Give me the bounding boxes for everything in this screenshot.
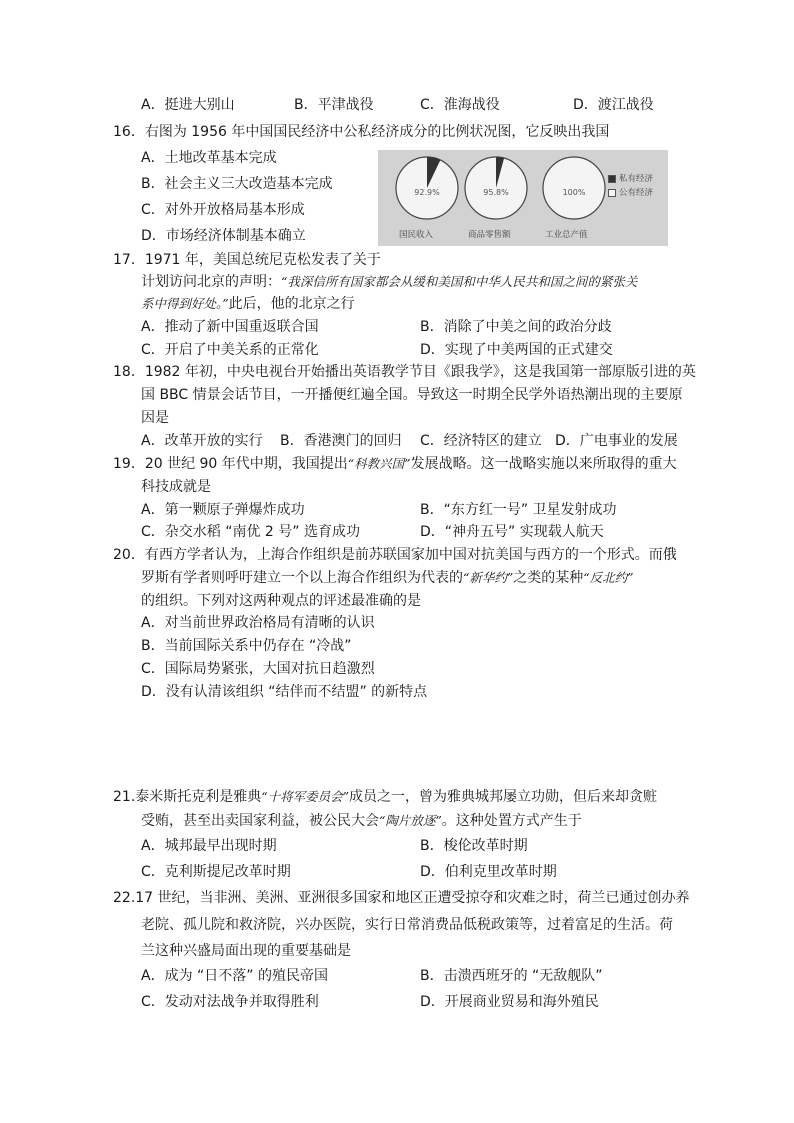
q22-stem-line2: 老院、孤儿院和救济院，兴办医院，实行日常消费品低税政策等，过着富足的生活。荷 — [141, 917, 673, 933]
q18-stem-line1: 18．1982 年初，中央电视台开始播出英语教学节目《跟我学》，这是我国第一部原版引进的英 — [113, 364, 696, 380]
q16-stem: 16．右图为 1956 年中国国民经济中公私经济成分的比例状况图，它反映出我国 — [113, 124, 610, 140]
q20-text-c: 之类的某种 — [513, 570, 584, 586]
q20-stem-line1: 20．有西方学者认为，上海合作组织是前苏联国家加中国对抗美国与西方的一个形式。而俄 — [113, 547, 677, 563]
q15-option-b: B．平津战役 — [294, 97, 374, 113]
q20-text-a: 罗斯有学者则呼吁建立一个以上海合作组织为代表的 — [141, 570, 463, 586]
q21-text-c: 成员之一，曾为雅典城邦屡立功勋，但后来却贪赃 — [349, 789, 658, 805]
q21-option-d: D．伯利克里改革时期 — [420, 864, 557, 880]
q16-option-a: A．土地改革基本完成 — [141, 150, 277, 166]
q21-text-f: 。这种处置方式产生于 — [441, 813, 582, 829]
q17-option-b: B．消除了中美之间的政治分歧 — [420, 319, 612, 335]
q20-option-c: C．国际局势紧张，大国对抗日趋激烈 — [141, 661, 375, 677]
q22-option-c: C．发动对法战争并取得胜利 — [141, 994, 319, 1010]
q16-option-d: D．市场经济体制基本确立 — [141, 228, 306, 244]
pie-legend — [608, 172, 653, 200]
q20-option-b: B．当前国际关系中仍存在 “冷战” — [141, 638, 352, 654]
q19-option-c: C．杂交水稻 “南优 2 号” 选育成功 — [141, 524, 360, 540]
q18-stem-line3: 因是 — [141, 410, 169, 426]
pie-1-value-label: 92.9% — [414, 188, 440, 197]
q20-stem-line2 — [141, 568, 634, 588]
q18-option-a: A．改革开放的实行 — [141, 433, 263, 449]
q17-line2-text: 计划访问北京的声明： — [141, 274, 281, 290]
q21-stem-line1 — [113, 787, 657, 807]
q16-option-b: B．社会主义三大改造基本完成 — [141, 176, 333, 192]
legend-swatch-public — [608, 189, 616, 197]
q15-option-c: C．淮海战役 — [420, 97, 500, 113]
q20-option-a: A．对当前世界政治格局有清晰的认识 — [141, 615, 375, 631]
q21-quote-2: “陶片放逐” — [379, 813, 442, 828]
q21-option-c: C．克利斯提尼改革时期 — [141, 864, 291, 880]
q17-stem-line3 — [141, 294, 355, 314]
pie-2-value-label: 95.8% — [483, 188, 509, 197]
q18-option-c: C．经济特区的建立 — [420, 433, 542, 449]
q17-quote: “我深信所有国家都会从缓和美国和中华人民共和国之间的紧张关 — [281, 274, 638, 289]
q19-option-b: B．“东方红一号” 卫星发射成功 — [420, 502, 617, 518]
q21-text-a: 21.泰米斯托克利是雅典 — [113, 789, 262, 805]
economy-pie-chart-figure — [378, 150, 668, 246]
q20-quote-1: “新华约” — [463, 570, 514, 585]
q20-quote-2: “反北约” — [583, 570, 634, 585]
q22-stem-line1: 22.17 世纪，当非洲、美洲、亚洲很多国家和地区正遭受掠夺和灾难之时，荷兰已通过创办养 — [113, 890, 690, 906]
q17-line3-text: 此后，他的北京之行 — [228, 296, 355, 312]
legend-private: 私有经济 — [619, 174, 654, 184]
q20-option-d: D．没有认清该组织 “结伴而不结盟” 的新特点 — [141, 684, 428, 700]
q17-option-c: C．开启了中美关系的正常化 — [141, 342, 319, 358]
q21-text-d: 受贿，甚至出卖国家利益，被公民大会 — [141, 813, 379, 829]
pie-caption-industrial-output: 工业总产值 — [545, 230, 588, 240]
q22-option-d: D．开展商业贸易和海外殖民 — [420, 994, 599, 1010]
pie-caption-retail-sales: 商品零售额 — [468, 230, 511, 240]
q15-option-a: A．挺进大别山 — [141, 97, 235, 113]
q21-option-b: B．梭伦改革时期 — [420, 838, 528, 854]
q19-text-a: 19．20 世纪 90 年代中期，我国提出 — [113, 456, 348, 472]
q22-stem-line3: 兰这种兴盛局面出现的重要基础是 — [141, 943, 351, 959]
q18-stem-line2: 国 BBC 情景会话节目，一开播便红遍全国。导致这一时期全民学外语热潮出现的主要原 — [141, 387, 683, 403]
q17-option-d: D．实现了中美两国的正式建交 — [420, 342, 613, 358]
q15-option-d: D．渡江战役 — [573, 97, 654, 113]
q17-stem-line1: 17．1971 年，美国总统尼克松发表了关于 — [113, 252, 381, 268]
q17-option-a: A．推动了新中国重返联合国 — [141, 319, 319, 335]
pie-caption-national-income: 国民收入 — [399, 230, 434, 240]
pie-3-value-label: 100% — [562, 188, 586, 197]
q19-quote: “科教兴国” — [347, 456, 411, 471]
q19-stem-line1 — [113, 454, 677, 474]
q19-stem-line2: 科技成就是 — [141, 479, 211, 495]
q21-option-a: A．城邦最早出现时期 — [141, 838, 277, 854]
q16-option-c: C．对外开放格局基本形成 — [141, 202, 305, 218]
q17-stem-line2 — [141, 272, 637, 292]
q18-option-d: D．广电事业的发展 — [555, 433, 678, 449]
legend-public: 公有经济 — [619, 188, 654, 198]
q19-text-c: 发展战略。这一战略实施以来所取得的重大 — [410, 456, 677, 472]
q18-option-b: B．香港澳门的回归 — [280, 433, 402, 449]
q21-quote-1: “十将军委员会” — [261, 789, 350, 804]
q17-quote-end: 系中得到好处。” — [141, 296, 229, 311]
q22-option-b: B．击溃西班牙的 “无敌舰队” — [420, 968, 603, 984]
q20-stem-line3: 的组织。下列对这两种观点的评述最准确的是 — [141, 593, 421, 609]
q19-option-a: A．第一颗原子弹爆炸成功 — [141, 502, 305, 518]
q19-option-d: D．“神舟五号” 实现载人航天 — [420, 524, 604, 540]
legend-swatch-private — [608, 175, 616, 183]
q22-option-a: A．成为 “日不落” 的殖民帝国 — [141, 968, 328, 984]
q21-stem-line2 — [141, 811, 582, 831]
